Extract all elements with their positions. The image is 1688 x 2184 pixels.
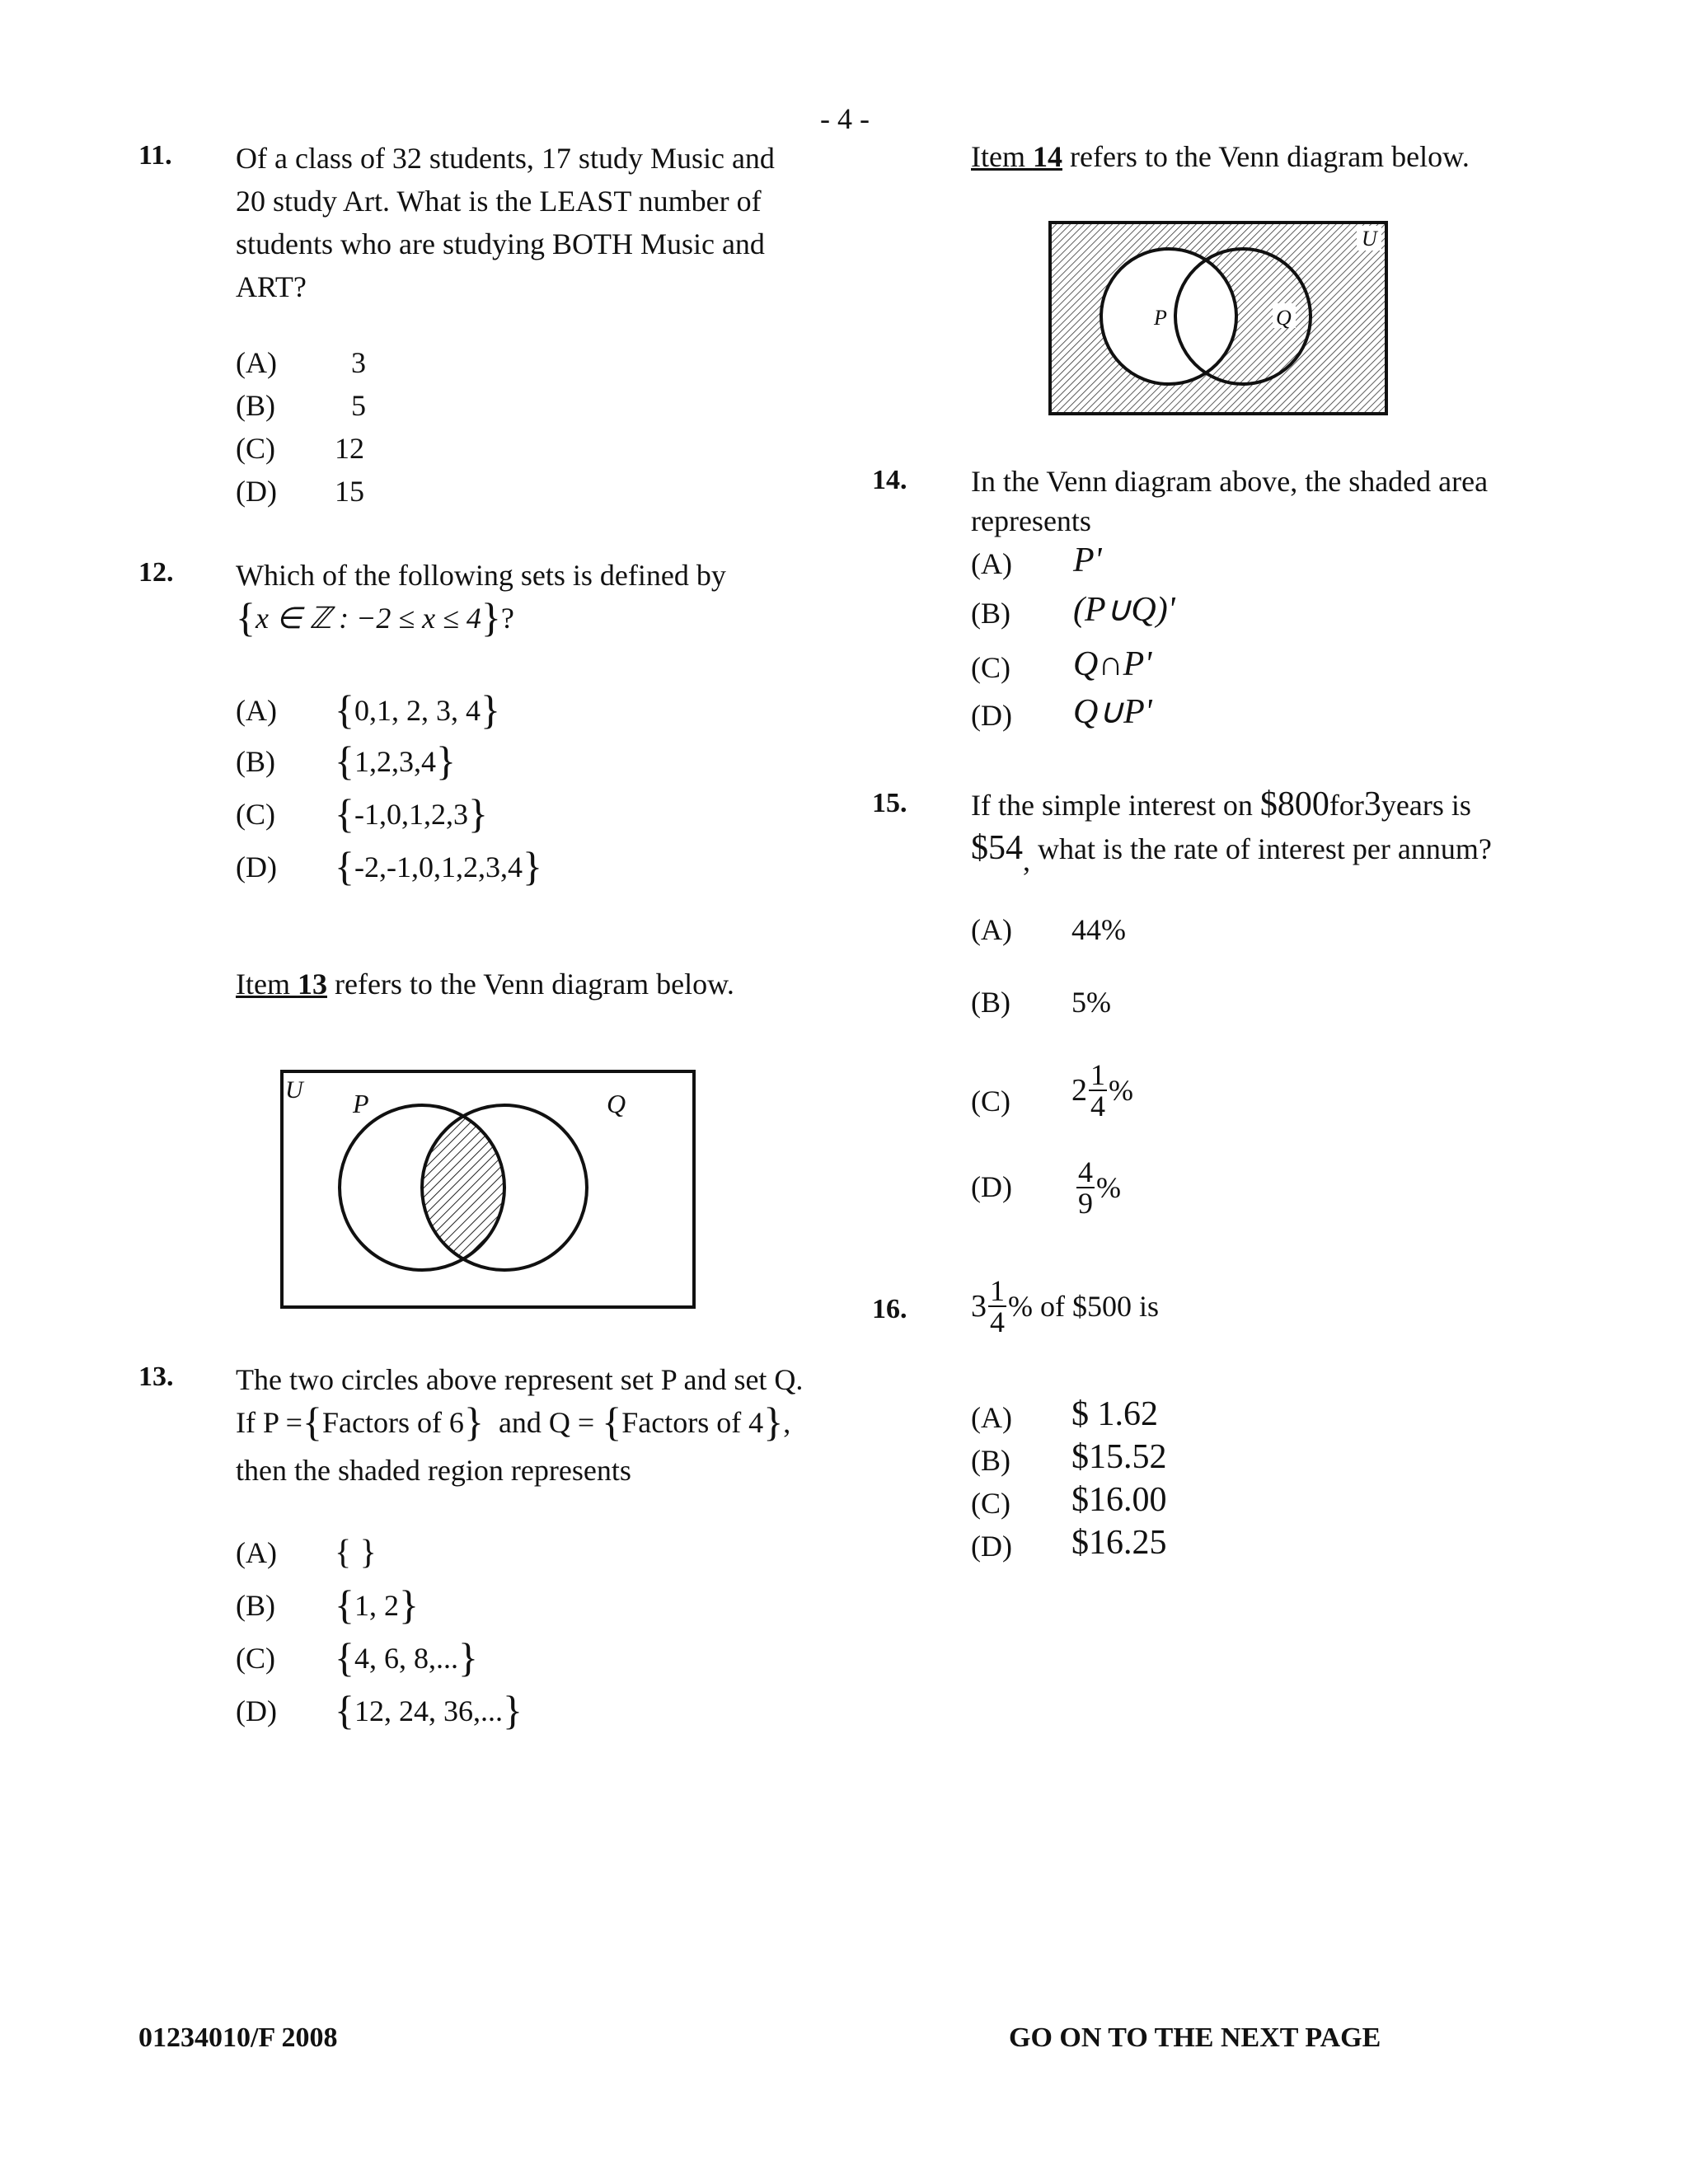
question-13-line-1: The two circles above represent set P and set Q.	[236, 1363, 804, 1396]
question-number-15: 15.	[872, 788, 907, 818]
question-16-text: 3 $\frac{1}{4}$ % of $500 is	[971, 1274, 1159, 1338]
question-15-line-2: $54, what is the rate of interest per annum?	[971, 829, 1492, 877]
item-13-reference: Item 13 refers to the Venn diagram below.	[236, 968, 734, 1001]
question-11-text	[236, 137, 829, 308]
question-number-12: 12.	[138, 557, 174, 588]
venn13-label-q: Q	[607, 1089, 626, 1118]
question-13-line-2: If P ={Factors of 6} and Q = {Factors of 4},	[236, 1399, 791, 1445]
question-11-line-2: 20 study Art. What is the LEAST number of	[236, 185, 762, 218]
venn-diagram-14	[1047, 219, 1393, 417]
question-12-set-definition: {x ∈ ℤ : −2 ≤ x ≤ 4}?	[236, 594, 514, 640]
question-14-line-1: In the Venn diagram above, the shaded area	[971, 465, 1489, 498]
page-number: - 4 -	[820, 102, 870, 135]
venn14-label-p: P	[1154, 306, 1167, 330]
question-number-11: 11.	[138, 140, 172, 171]
venn14-label-u: U	[1362, 227, 1377, 251]
question-13-text	[236, 1358, 862, 1492]
footer-paper-code: 01234010/F 2008	[138, 2022, 338, 2053]
question-11-line-3: students who are studying BOTH Music and	[236, 227, 765, 260]
question-15-line-1: If the simple interest on $800for3years is	[971, 785, 1471, 823]
set-expression: x ∈ ℤ : −2 ≤ x ≤ 4	[256, 602, 481, 635]
question-14-text	[971, 460, 1548, 542]
question-number-16: 16.	[872, 1294, 907, 1324]
venn13-label-u: U	[285, 1076, 303, 1104]
venn13-label-p: P	[353, 1089, 369, 1118]
question-number-13: 13.	[138, 1361, 174, 1392]
item-14-reference: Item 14 refers to the Venn diagram below.	[971, 140, 1470, 173]
question-number-14: 14.	[872, 465, 907, 495]
question-12-text	[236, 554, 829, 640]
question-12-line-1: Which of the following sets is defined by	[236, 559, 726, 592]
question-11-line-4: ART?	[236, 270, 307, 303]
venn14-label-q: Q	[1276, 306, 1292, 330]
question-15-text	[971, 783, 1564, 882]
question-13-line-3: then the shaded region represents	[236, 1454, 631, 1487]
question-11-line-1: Of a class of 32 students, 17 study Music and	[236, 142, 775, 175]
question-14-line-2: represents	[971, 504, 1091, 537]
footer-next-page: GO ON TO THE NEXT PAGE	[1009, 2022, 1381, 2053]
venn-diagram-13	[280, 1070, 701, 1314]
